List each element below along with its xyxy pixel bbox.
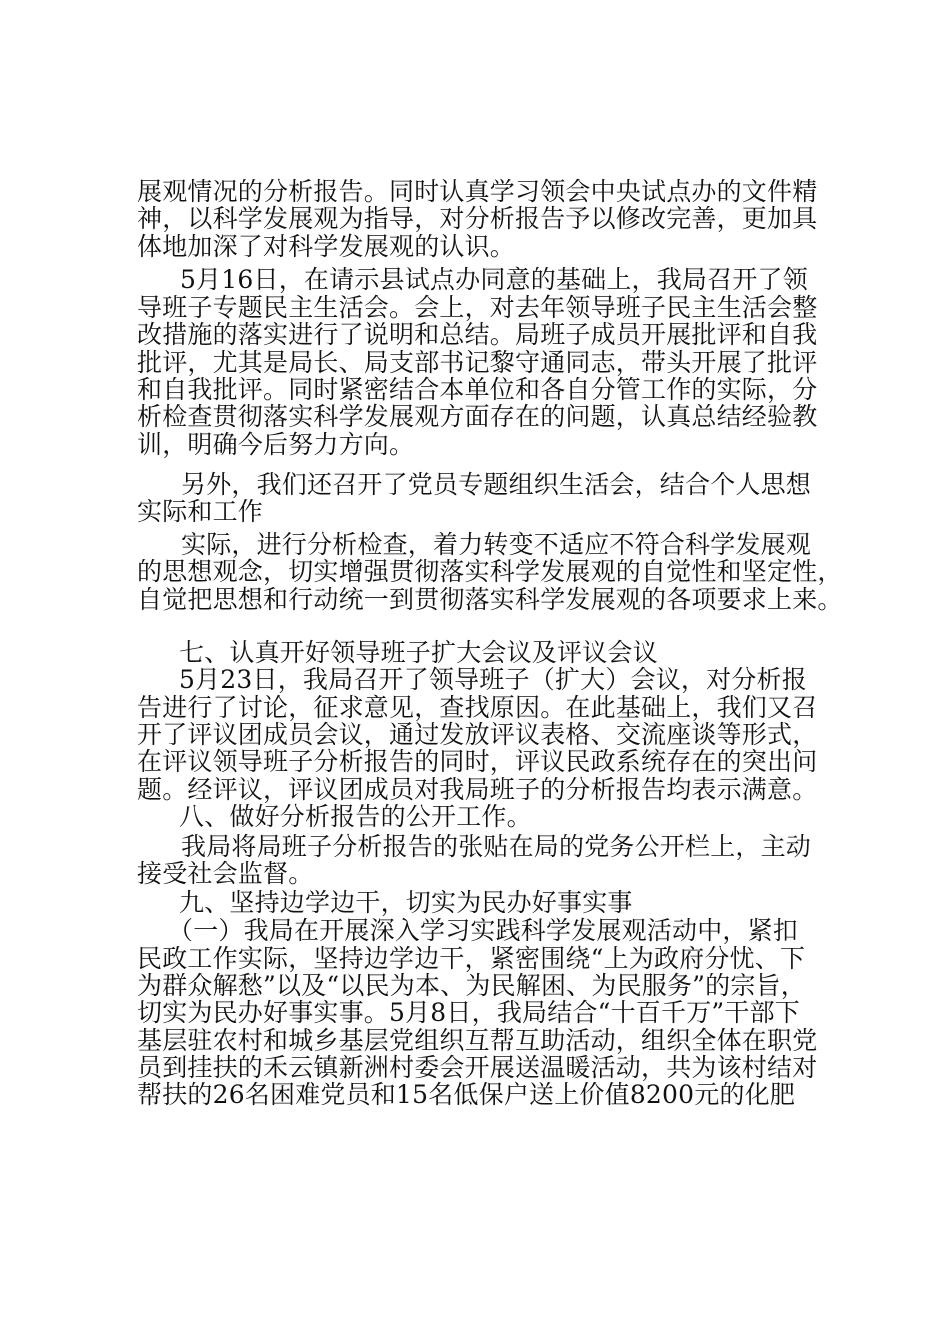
text-line: 导班子专题民主生活会。会上，对去年领导班子民主生活会整 [137, 292, 818, 322]
text-line: 展观情况的分析报告。同时认真学习领会中央试点办的文件精 [137, 177, 818, 206]
text-line: 我局将局班子分析报告的张贴在局的党务公开栏上，主动 [181, 831, 812, 861]
text-line: 另外，我们还召开了党员专题组织生活会，结合个人思想 [181, 469, 812, 499]
text-line: 和自我批评。同时紧密结合本单位和各自分管工作的实际，分 [137, 374, 818, 404]
text-line: 神，以科学发展观为指导，对分析报告予以修改完善，更加具 [137, 204, 818, 234]
text-line: 接受社会监督。 [137, 859, 314, 889]
text-line: 自觉把思想和行动统一到贯彻落实科学发展观的各项要求上来。 [137, 584, 843, 614]
section-heading: 八、做好分析报告的公开工作。 [179, 801, 532, 831]
text-line: 民政工作实际，坚持边学边干，紧密围绕“上为政府分忧、下 [137, 943, 806, 973]
text-line: 实际，进行分析检查，着力转变不适应不符合科学发展观 [181, 530, 812, 560]
text-line: 切实为民办好事实事。5月8日，我局结合“十百千万”干部下 [137, 998, 800, 1028]
text-line: 开了评议团成员会议，通过发放评议表格、交流座谈等形式， [137, 719, 818, 749]
text-line: 的思想观念，切实增强贯彻落实科学发展观的自觉性和坚定性， [137, 557, 843, 587]
text-line: 帮扶的26名困难党员和15名低保户送上价值8200元的化肥 [137, 1080, 796, 1110]
text-line: 训，明确今后努力方向。 [137, 429, 415, 459]
text-line: 题。经评议，评议团成员对我局班子的分析报告均表示满意。 [137, 774, 818, 804]
text-line: （一）我局在开展深入学习实践科学发展观活动中，紧扣 [168, 916, 799, 946]
text-line: 批评，尤其是局长、局支部书记黎守通同志，带头开展了批评 [137, 347, 818, 377]
text-line: 实际和工作 [137, 497, 264, 527]
section-heading: 九、坚持边学边干，切实为民办好事实事 [179, 888, 633, 917]
text-line: 改措施的落实进行了说明和总结。局班子成员开展批评和自我 [137, 320, 818, 350]
text-line: 5月16日，在请示县试点办同意的基础上，我局召开了领 [180, 265, 808, 295]
text-line: 基层驻农村和城乡基层党组织互帮互助活动，组织全体在职党 [137, 1025, 818, 1055]
text-line: 5月23日，我局召开了领导班子（扩大）会议，对分析报 [179, 665, 807, 695]
text-line: 体地加深了对科学发展观的认识。 [137, 231, 516, 261]
text-line: 析检查贯彻落实科学发展观方面存在的问题，认真总结经验教 [137, 402, 818, 432]
text-line: 在评议领导班子分析报告的同时，评议民政系统存在的突出问 [137, 747, 818, 777]
text-line: 告进行了讨论，征求意见，查找原因。在此基础上，我们又召 [137, 692, 818, 722]
text-line: 员到挂扶的禾云镇新洲村委会开展送温暖活动，共为该村结对 [137, 1052, 818, 1082]
section-heading: 七、认真开好领导班子扩大会议及评议会议 [179, 637, 658, 667]
text-line: 为群众解愁”以及“以民为本、为民解困、为民服务”的宗旨， [137, 970, 806, 1000]
